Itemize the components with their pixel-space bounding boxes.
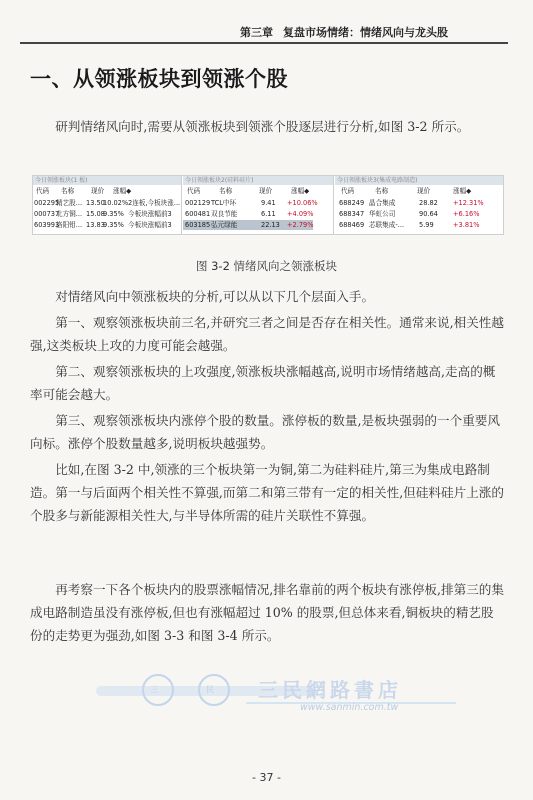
cell-name: 双良节能	[211, 210, 238, 218]
cell-change: +3.81%	[453, 221, 480, 229]
paragraph: 再考察一下各个板块内的股票涨幅情况,排名靠前的两个板块有涨停板,排第三的集成电路制造虽没有涨停板,但也有涨幅超过 10% 的股票,但总体来看,铜板块的精艺股份的走势更为强劲,如图 3-3 和图 3-4 所示。	[30, 582, 504, 643]
cell-price: 9.41	[261, 199, 276, 207]
header-change: 涨幅◆	[453, 187, 472, 195]
header-name: 名称	[375, 187, 389, 195]
sector-panel-1	[33, 176, 182, 234]
header-change: 涨幅◆	[113, 187, 132, 195]
cell-name: 芯联集成-...	[369, 221, 405, 229]
table-row	[183, 209, 333, 219]
cell-name: 华虹公司	[369, 210, 396, 218]
panel-title: 今日领涨板块2(硅料硅片)	[183, 176, 333, 185]
watermark-url: www.sanmin.com.tw	[300, 702, 399, 713]
header-code: 代码	[341, 187, 355, 195]
cell-change: 9.35%	[103, 221, 124, 229]
panel-title: 今日领涨板块3(集成电路制造)	[335, 176, 503, 185]
watermark-char: 民	[206, 685, 214, 694]
header-code: 代码	[187, 187, 201, 195]
paragraph: 第二、观察领涨板块的上攻强度,领涨板块涨幅越高,说明市场情绪越高,走高的概率可能会越大。	[30, 364, 496, 402]
cell-change: 9.35%	[103, 210, 124, 218]
cell-note: 2连板,今板块涨...	[128, 199, 181, 207]
page-number: - 37 -	[252, 771, 281, 784]
section-title: 一、从领涨板块到领涨个股	[30, 67, 288, 91]
sector-screenshot-figure	[32, 175, 504, 235]
sector-panel-2	[183, 176, 334, 234]
table-row-selected	[183, 220, 313, 230]
cell-name: TCL中环	[211, 199, 237, 207]
cell-name: 弘元绿能	[211, 221, 238, 229]
table-row	[33, 209, 181, 219]
panel-title: 今日领涨板块(1 板)	[33, 176, 181, 185]
cell-note: 今板块涨幅前3	[128, 221, 172, 229]
paragraph: 比如,在图 3-2 中,领涨的三个板块第一为铜,第二为硅料硅片,第三为集成电路制造。第一与后面两个相关性不算强,而第二和第三带有一定的相关性,但硅料硅片上涨的个股多与新能源相关性大,与半导体所需的硅片关联性不算强。	[30, 462, 504, 523]
watermark-text: 三民網路書店	[258, 678, 402, 702]
panel-header-row	[33, 186, 181, 196]
cell-change: +10.06%	[287, 199, 318, 207]
paragraph: 第三、观察领涨板块内涨停个股的数量。涨停板的数量,是板块强弱的一个重要风向标。涨停个股数量越多,说明板块越强势。	[30, 413, 500, 451]
cell-price: 15.08	[86, 210, 105, 218]
chapter-label: 第三章	[240, 26, 273, 39]
header-name: 名称	[61, 187, 75, 195]
cell-name: 北方铜...	[56, 210, 83, 218]
cell-price: 5.99	[419, 221, 434, 229]
cell-change: +12.31%	[453, 199, 484, 207]
cell-note: 今板块涨幅前3	[128, 210, 172, 218]
table-row	[183, 198, 333, 208]
panel-header-row	[335, 186, 503, 196]
chapter-title: 复盘市场情绪：情绪风向与龙头股	[283, 26, 448, 39]
panel-header-row	[183, 186, 333, 196]
table-row	[335, 220, 503, 230]
cell-code: 002129	[185, 199, 211, 207]
cell-code: 002295	[34, 199, 60, 207]
cell-code: 603993	[34, 221, 60, 229]
cell-code: 688347	[339, 210, 365, 218]
cell-price: 90.64	[419, 210, 438, 218]
sector-panel-3	[335, 176, 503, 234]
header-price: 现价	[417, 187, 431, 195]
cell-price: 28.82	[419, 199, 438, 207]
cell-code: 603185	[185, 221, 211, 229]
table-row	[33, 198, 181, 208]
paragraph: 对情绪风向中领涨板块的分析,可以从以下几个层面入手。	[55, 289, 375, 304]
cell-price: 22.13	[261, 221, 280, 229]
cell-change: 10.02%	[103, 199, 129, 207]
cell-name: 洛阳钼...	[56, 221, 83, 229]
cell-code: 600481	[185, 210, 211, 218]
header-name: 名称	[219, 187, 233, 195]
table-row	[335, 209, 503, 219]
header-price: 现价	[259, 187, 273, 195]
cell-name: 晶合集成	[369, 199, 396, 207]
cell-code: 688469	[339, 221, 365, 229]
header-change: 涨幅◆	[291, 187, 310, 195]
figure-caption: 图 3-2 情绪风向之领涨板块	[195, 259, 338, 273]
cell-name: 精艺股...	[56, 199, 83, 207]
paragraph: 第一、观察领涨板块前三名,并研究三者之间是否存在相关性。通常来说,相关性越强,这类板块上攻的力度可能会越强。	[30, 315, 504, 353]
table-row	[33, 220, 181, 230]
header-price: 现价	[91, 187, 105, 195]
paragraph-intro: 研判情绪风向时,需要从领涨板块到领涨个股逐层进行分析,如图 3-2 所示。	[55, 119, 470, 134]
cell-code: 000737	[34, 210, 60, 218]
cell-change: +4.09%	[287, 210, 314, 218]
cell-price: 6.11	[261, 210, 276, 218]
running-header	[240, 22, 502, 42]
cell-code: 688249	[339, 199, 365, 207]
table-row	[335, 198, 503, 208]
cell-price: 13.50	[86, 199, 105, 207]
watermark-char: 三	[150, 685, 158, 694]
header-rule	[20, 42, 508, 44]
cell-change: +6.16%	[453, 210, 480, 218]
header-code: 代码	[36, 187, 50, 195]
cell-change: +2.79%	[287, 221, 314, 229]
cell-price: 13.83	[86, 221, 105, 229]
